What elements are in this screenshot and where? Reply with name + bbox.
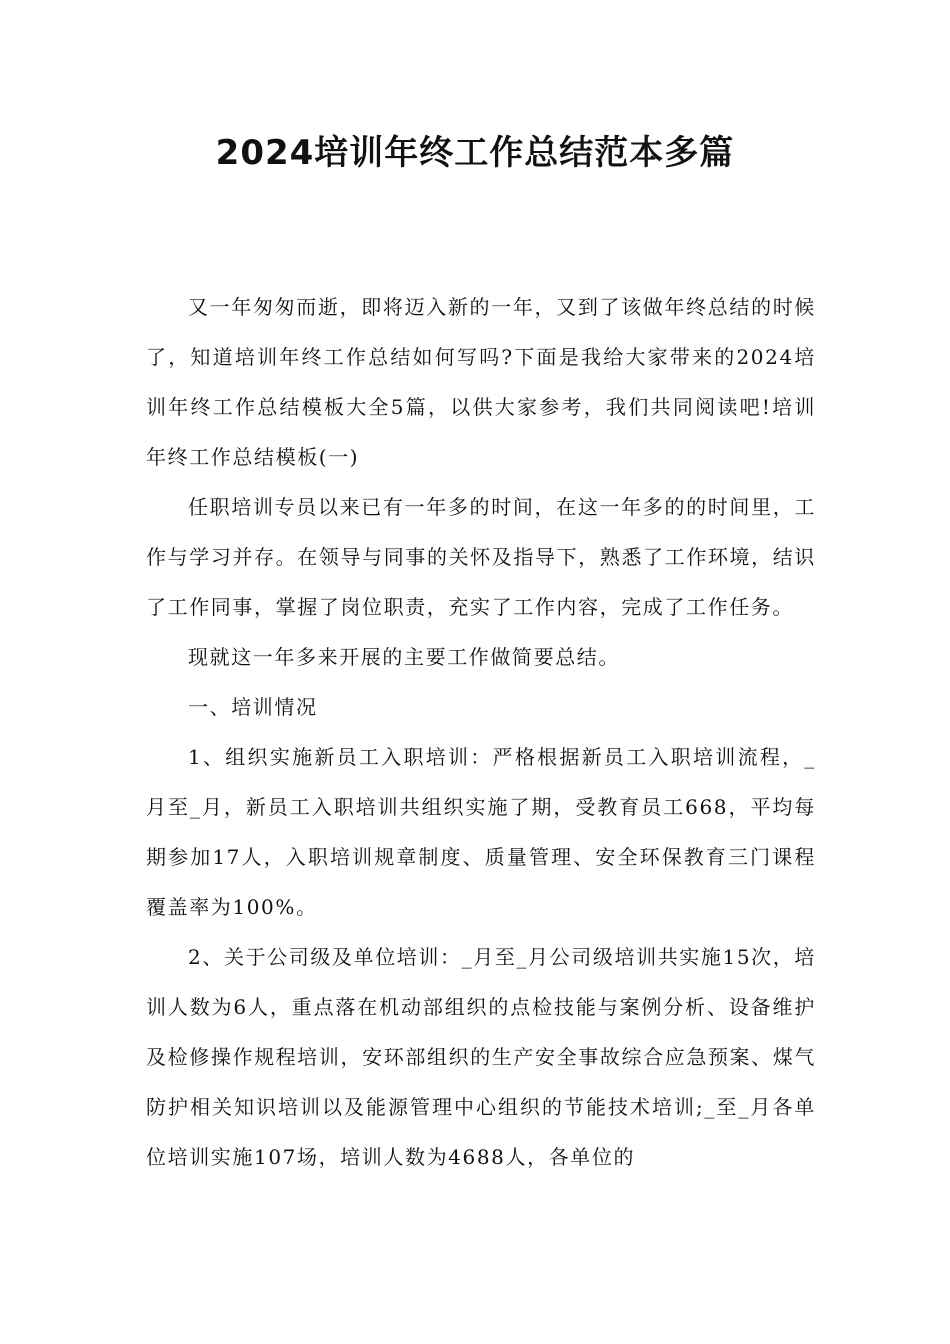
- intro-paragraph: 又一年匆匆而逝，即将迈入新的一年，又到了该做年终总结的时候了，知道培训年终工作总结如何写吗?下面是我给大家带来的2024培训年终工作总结模板大全5篇，以供大家参考，我们共同阅读吧!培训年终工作总结模板(一): [146, 295, 816, 469]
- summary-intro-paragraph: 现就这一年多来开展的主要工作做简要总结。: [188, 645, 620, 669]
- section-heading-training: 一、培训情况: [188, 695, 318, 719]
- new-employee-training-paragraph: 1、组织实施新员工入职培训：严格根据新员工入职培训流程，_月至_月，新员工入职培训共组织实施了期，受教育员工668，平均每期参加17人，入职培训规章制度、质量管理、安全环保教育三门课程覆盖率为100%。: [146, 745, 816, 919]
- company-level-training-paragraph: 2、关于公司级及单位培训：_月至_月公司级培训共实施15次，培训人数为6人，重点落在机动部组织的点检技能与案例分析、设备维护及检修操作规程培训，安环部组织的生产安全事故综合应急预案、煤气防护相关知识培训以及能源管理中心组织的节能技术培训;_至_月各单位培训实施107场，培训人数为4688人，各单位的: [146, 945, 816, 1169]
- work-overview-paragraph: 任职培训专员以来已有一年多的时间，在这一年多的的时间里，工作与学习并存。在领导与同事的关怀及指导下，熟悉了工作环境，结识了工作同事，掌握了岗位职责，充实了工作内容，完成了工作任务。: [146, 495, 816, 619]
- document-body: [146, 282, 816, 1182]
- document-title: 2024培训年终工作总结范本多篇: [215, 133, 735, 173]
